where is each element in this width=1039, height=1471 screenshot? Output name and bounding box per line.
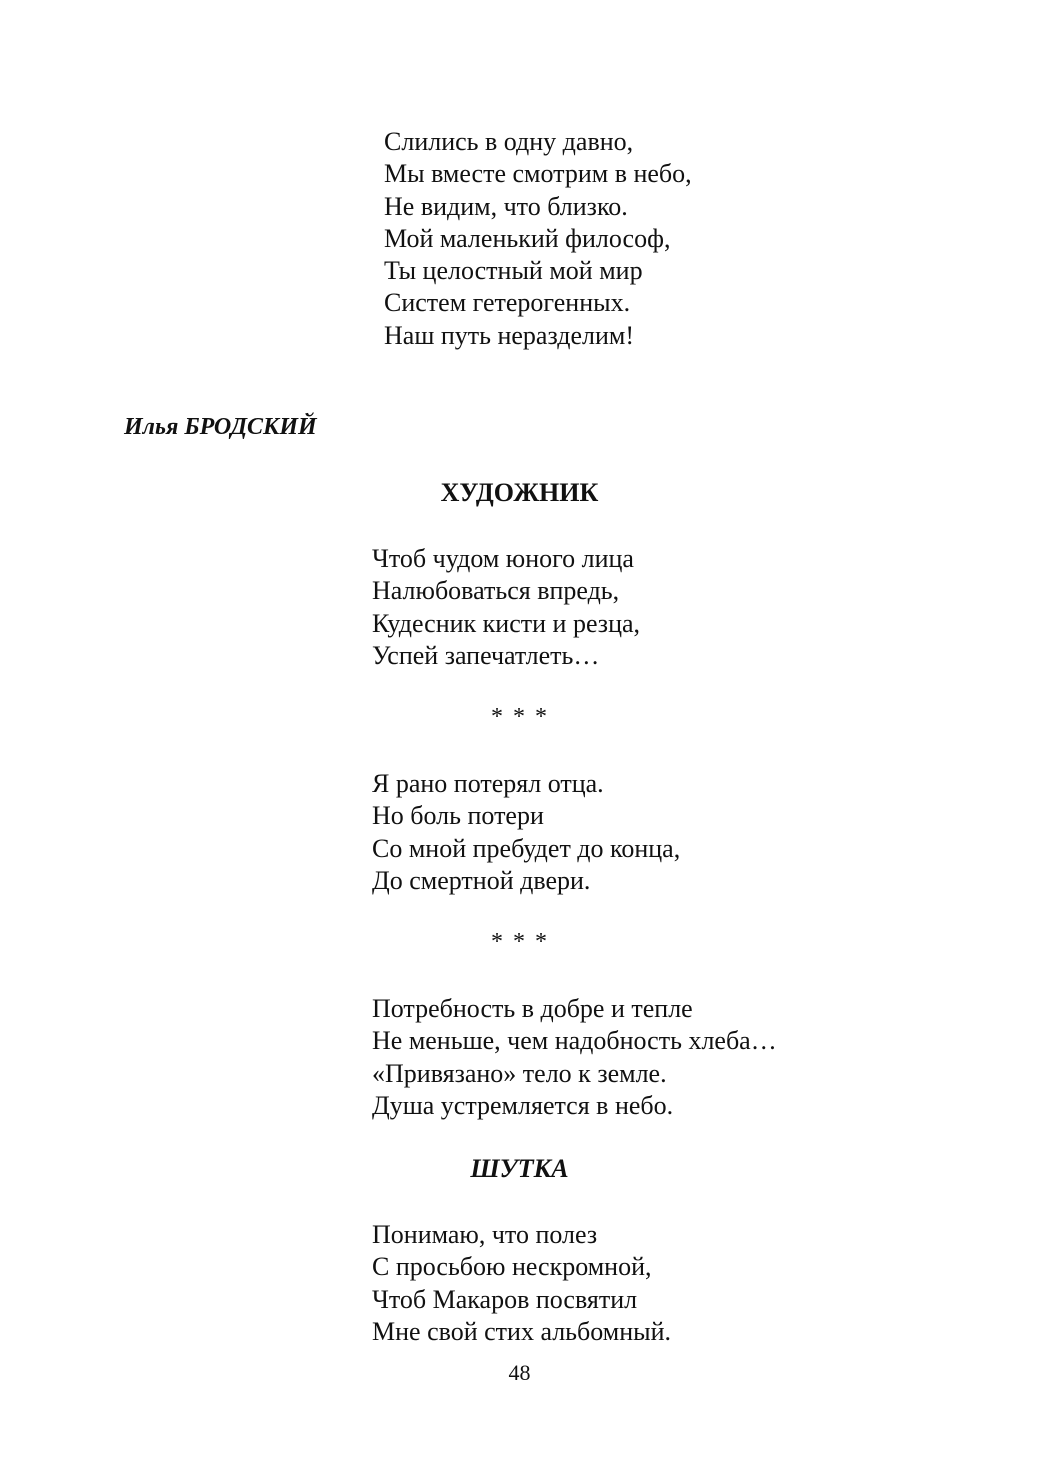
verse-line: Слились в одну давно, <box>384 127 634 156</box>
poem-continued-stanza <box>384 126 692 352</box>
verse-line: Кудесник кисти и резца, <box>372 608 641 638</box>
verse-line: Я рано потерял отца. <box>372 769 604 798</box>
verse-line: «Привязано» тело к земле. <box>372 1058 667 1088</box>
verse-line: Не меньше, чем надобность хлеба… <box>372 1026 777 1056</box>
verse-line: Чтоб Макаров посвятил <box>372 1284 638 1314</box>
verse-line: Но боль потери <box>372 801 544 831</box>
poem-stanza <box>372 993 777 1122</box>
author-name: Илья БРОДСКИЙ <box>124 414 317 440</box>
verse-line: Наш путь неразделим! <box>384 320 635 350</box>
verse-line: Налюбоваться впредь, <box>372 576 620 606</box>
verse-line: Чтоб чудом юного лица <box>372 544 634 573</box>
poem-stanza <box>372 1219 671 1348</box>
verse-line: Мне свой стих альбомный. <box>372 1316 672 1346</box>
poem-title: ШУТКА <box>470 1154 569 1183</box>
verse-line: Не видим, что близко. <box>384 191 628 221</box>
page-number: 48 <box>508 1360 531 1385</box>
verse-line: Ты целостный мой мир <box>384 256 643 286</box>
verse-line: Душа устремляется в небо. <box>372 1090 674 1120</box>
verse-line: До смертной двери. <box>372 865 591 895</box>
stanza-separator: * * * <box>491 929 549 955</box>
poem-stanza <box>372 543 640 672</box>
verse-line: Со мной пребудет до конца, <box>372 833 681 863</box>
verse-line: Мы вместе смотрим в небо, <box>384 159 692 189</box>
verse-line: Систем гетерогенных. <box>384 288 631 318</box>
verse-line: Мой маленький философ, <box>384 223 671 253</box>
verse-line: С просьбою нескромной, <box>372 1252 652 1282</box>
verse-line: Потребность в добре и тепле <box>372 994 693 1023</box>
poem-title: ХУДОЖНИК <box>440 478 599 507</box>
verse-line: Успей запечатлеть… <box>372 640 600 670</box>
stanza-separator: * * * <box>491 704 549 730</box>
verse-line: Понимаю, что полез <box>372 1220 598 1249</box>
poem-stanza <box>372 768 680 897</box>
